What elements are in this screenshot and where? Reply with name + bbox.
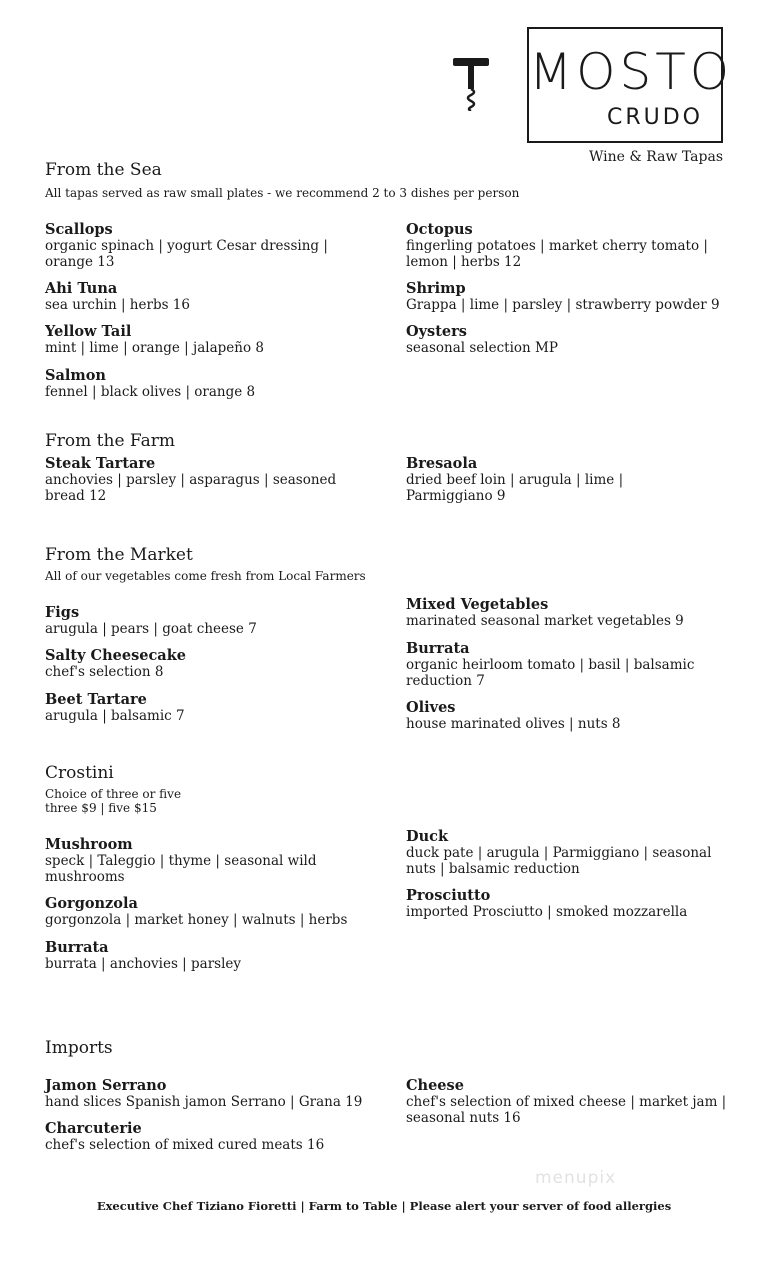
item-name: Burrata bbox=[406, 640, 470, 657]
item-desc: hand slices Spanish jamon Serrano | Grana 19 bbox=[45, 1094, 363, 1110]
item-name: Figs bbox=[45, 604, 80, 621]
item-name: Beet Tartare bbox=[45, 691, 147, 708]
section-note-sea: All tapas served as raw small plates - we recommend 2 to 3 dishes per person bbox=[45, 186, 520, 200]
item-desc: arugula | pears | goat cheese 7 bbox=[45, 621, 257, 637]
item-name: Salmon bbox=[45, 367, 106, 384]
item-desc: speck | Taleggio | thyme | seasonal wild mushrooms bbox=[45, 853, 317, 885]
item-name: Yellow Tail bbox=[45, 323, 132, 340]
footer-note: Executive Chef Tiziano Fioretti | Farm to Table | Please alert your server of food allergies bbox=[96, 1199, 672, 1213]
item-desc: burrata | anchovies | parsley bbox=[45, 956, 242, 972]
item-desc: fingerling potatoes | market cherry tomato | lemon | herbs 12 bbox=[406, 238, 708, 270]
item-name: Duck bbox=[406, 828, 448, 845]
item-name: Mixed Vegetables bbox=[406, 596, 549, 613]
section-price-crostini: three $9 | five $15 bbox=[45, 801, 157, 815]
menu-item bbox=[406, 323, 726, 356]
logo bbox=[527, 27, 734, 143]
item-desc: organic spinach | yogurt Cesar dressing | orange 13 bbox=[45, 238, 328, 270]
brand-name: MOSTO bbox=[529, 43, 734, 101]
item-desc: organic heirloom tomato | basil | balsamic reduction 7 bbox=[406, 657, 695, 689]
item-desc: anchovies | parsley | asparagus | seasoned bread 12 bbox=[45, 472, 337, 504]
watermark: menupix bbox=[535, 1168, 617, 1188]
menu-item bbox=[406, 455, 726, 504]
item-name: Jamon Serrano bbox=[45, 1077, 167, 1094]
item-name: Scallops bbox=[45, 221, 113, 238]
item-desc: gorgonzola | market honey | walnuts | herbs bbox=[45, 912, 348, 928]
menu-item bbox=[406, 221, 726, 270]
tagline: Wine & Raw Tapas bbox=[589, 149, 724, 165]
section-title-sea: From the Sea bbox=[45, 160, 162, 180]
item-name: Burrata bbox=[45, 939, 109, 956]
item-name: Gorgonzola bbox=[45, 895, 138, 912]
item-desc: chef's selection of mixed cheese | market jam | seasonal nuts 16 bbox=[406, 1094, 727, 1126]
item-name: Steak Tartare bbox=[45, 455, 156, 472]
menu-item bbox=[45, 1077, 385, 1110]
menu-item bbox=[45, 836, 365, 885]
section-title-market: From the Market bbox=[45, 545, 193, 565]
section-title-crostini: Crostini bbox=[45, 763, 114, 783]
item-name: Bresaola bbox=[406, 455, 478, 472]
menu-item bbox=[406, 640, 726, 689]
item-desc: duck pate | arugula | Parmiggiano | seasonal nuts | balsamic reduction bbox=[406, 845, 712, 877]
item-name: Oysters bbox=[406, 323, 467, 340]
menu-item bbox=[406, 828, 726, 877]
item-desc: chef's selection 8 bbox=[45, 664, 164, 680]
menu-item bbox=[45, 221, 365, 270]
menu-item bbox=[45, 604, 365, 637]
item-desc: sea urchin | herbs 16 bbox=[45, 297, 190, 313]
menu-item bbox=[45, 691, 365, 724]
corkscrew-icon bbox=[453, 55, 489, 111]
menu-item bbox=[406, 887, 746, 920]
item-desc: imported Prosciutto | smoked mozzarella bbox=[406, 904, 688, 920]
item-name: Olives bbox=[406, 699, 456, 716]
item-desc: mint | lime | orange | jalapeño 8 bbox=[45, 340, 264, 356]
menu-item bbox=[406, 596, 726, 629]
item-name: Prosciutto bbox=[406, 887, 491, 904]
menu-item bbox=[406, 280, 746, 313]
item-name: Octopus bbox=[406, 221, 473, 238]
menu-item bbox=[45, 455, 365, 504]
item-name: Mushroom bbox=[45, 836, 133, 853]
item-desc: seasonal selection MP bbox=[406, 340, 558, 356]
menu-item bbox=[45, 323, 365, 356]
item-desc: Grappa | lime | parsley | strawberry powder 9 bbox=[406, 297, 720, 313]
item-name: Ahi Tuna bbox=[45, 280, 118, 297]
menu-item bbox=[406, 699, 726, 732]
item-name: Charcuterie bbox=[45, 1120, 142, 1137]
section-note-market: All of our vegetables come fresh from Local Farmers bbox=[45, 569, 366, 583]
brand-subtitle: CRUDO bbox=[606, 105, 703, 130]
item-desc: dried beef loin | arugula | lime | Parmiggiano 9 bbox=[406, 472, 624, 504]
section-title-imports: Imports bbox=[45, 1038, 113, 1058]
menu-item bbox=[45, 939, 365, 972]
item-desc: chef's selection of mixed cured meats 16 bbox=[45, 1137, 325, 1153]
item-name: Cheese bbox=[406, 1077, 464, 1094]
menu-item bbox=[406, 1077, 726, 1126]
item-desc: house marinated olives | nuts 8 bbox=[406, 716, 621, 732]
item-desc: marinated seasonal market vegetables 9 bbox=[406, 613, 684, 629]
menu-item bbox=[45, 895, 385, 928]
menu-item bbox=[45, 280, 365, 313]
item-name: Shrimp bbox=[406, 280, 466, 297]
item-desc: fennel | black olives | orange 8 bbox=[45, 384, 256, 400]
menu-item bbox=[45, 367, 365, 400]
menu-item bbox=[45, 647, 365, 680]
item-desc: arugula | balsamic 7 bbox=[45, 708, 185, 724]
section-note-crostini: Choice of three or five bbox=[45, 787, 182, 801]
menu-item bbox=[45, 1120, 385, 1153]
item-name: Salty Cheesecake bbox=[45, 647, 186, 664]
section-title-farm: From the Farm bbox=[45, 431, 175, 451]
